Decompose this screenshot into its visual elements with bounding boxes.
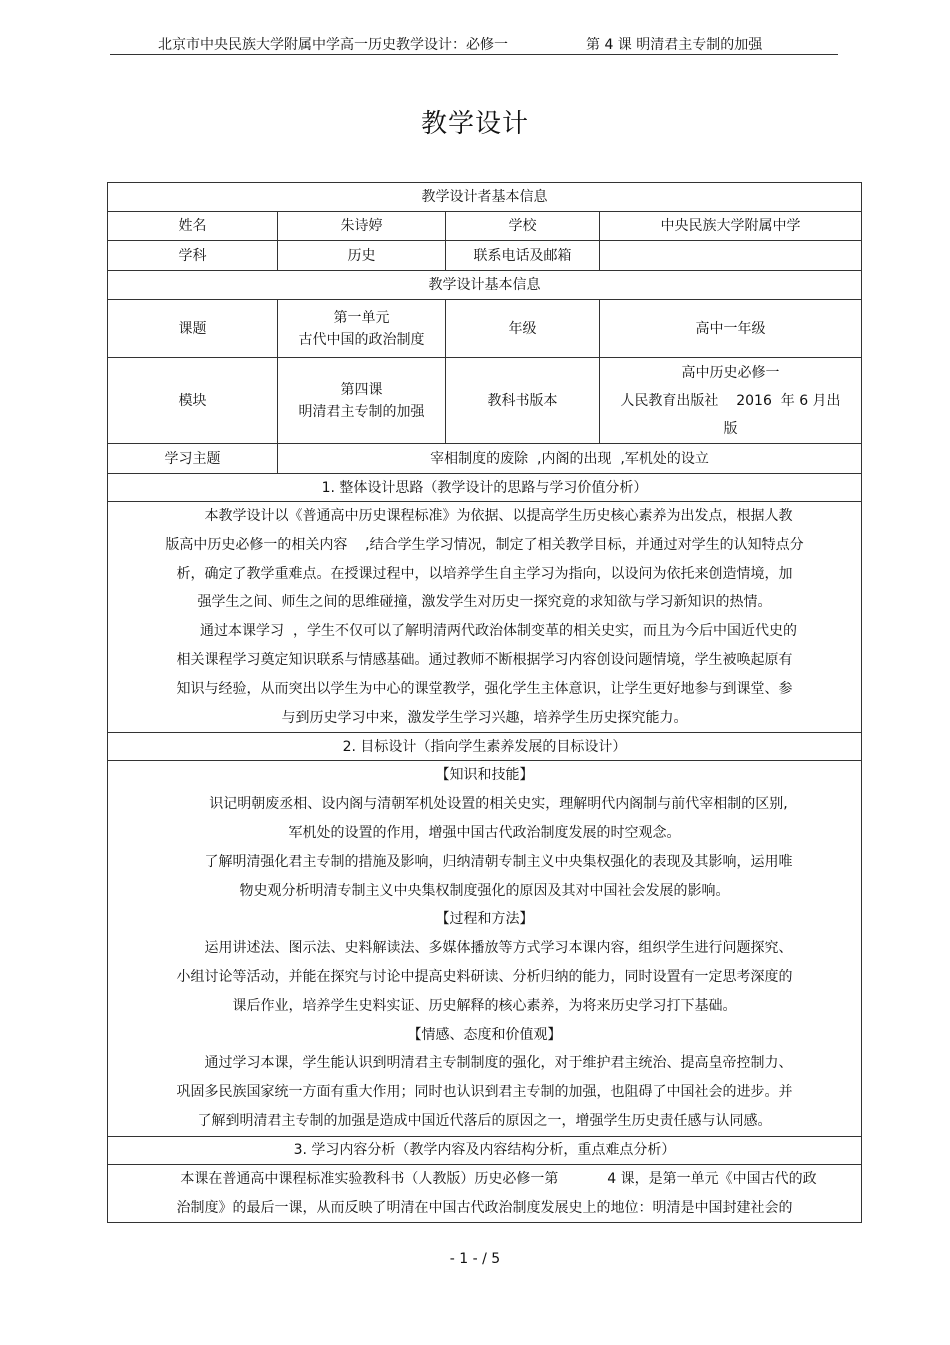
theme-value: 宰相制度的废除 ,内阁的出现 ,军机处的设立 xyxy=(278,444,862,474)
document-title: 教学设计 xyxy=(420,109,529,139)
section-1-body xyxy=(108,502,862,733)
design-table xyxy=(107,182,862,1223)
section-1-p1-line-4: 强学生之间、师生之间的思维碰撞，激发学生对历史一探究竟的求知欲与学习新知识的热情。 xyxy=(197,594,772,611)
subject-label: 学科 xyxy=(108,241,278,271)
theme-label: 学习主题 xyxy=(108,444,278,474)
subject-value: 历史 xyxy=(278,241,446,271)
section-2-c1-line-2: 巩固多民族国家统一方面有重大作用；同时也认识到君主专制的加强，也阻碍了中国社会的进步。并 xyxy=(176,1084,793,1101)
name-value: 朱诗婷 xyxy=(278,212,446,241)
contact-value xyxy=(600,241,862,271)
section-1-p2-line-4: 与到历史学习中来，激发学生学习兴趣，培养学生历史探究能力。 xyxy=(281,709,688,726)
section-2-c1-line-1: 通过学习本课，学生能认识到明清君主专制制度的强化，对于维护君主统治、提高皇帝控制力、 xyxy=(204,1055,793,1072)
section-1-p1-line-2: 版高中历史必修一的相关内容 ,结合学生学习情况，制定了相关教学目标，并通过对学生的认知特点分 xyxy=(165,536,804,553)
section-2-c1-line-3: 了解到明清君主专制的加强是造成中国近代落后的原因之一，增强学生历史责任感与认同感。 xyxy=(197,1112,772,1129)
textbook-value xyxy=(600,358,862,444)
section-3-d1-line-2: 治制度》的最后一课，从而反映了明清在中国古代政治制度发展史上的地位：明清是中国封建社会的 xyxy=(176,1199,793,1216)
module-label: 模块 xyxy=(108,358,278,444)
section-2-a2-line-2: 物史观分析明清专制主义中央集权制度强化的原因及其对中国社会发展的影响。 xyxy=(239,882,730,899)
section-2-b1-line-3: 课后作业，培养学生史料实证、历史解释的核心素养，为将来历史学习打下基础。 xyxy=(232,997,737,1014)
section-1-p1-line-3: 析，确定了教学重难点。在授课过程中，以培养学生自主学习为指向，以设问为依托来创造情境，加 xyxy=(176,565,793,582)
section-1-p2-line-1: 通过本课学习 ，学生不仅可以了解明清两代政治体制变革的相关史实，而且为今后中国近代史的 xyxy=(200,623,797,640)
school-label: 学校 xyxy=(446,212,600,241)
grade-label: 年级 xyxy=(446,300,600,358)
module-value xyxy=(278,358,446,444)
textbook-line-3: 版 xyxy=(723,420,738,437)
header-lesson: 第 4 课 明清君主专制的加强 xyxy=(586,37,763,53)
topic-label: 课题 xyxy=(108,300,278,358)
textbook-label: 教科书版本 xyxy=(446,358,600,444)
name-label: 姓名 xyxy=(108,212,278,241)
section-1-title: 1. 整体设计思路（教学设计的思路与学习价值分析） xyxy=(108,474,862,502)
section-2-b1-line-1: 运用讲述法、图示法、史料解读法、多媒体播放等方式学习本课内容，组织学生进行问题探究、 xyxy=(204,940,793,957)
section-3-d1-line-1: 本课在普通高中课程标准实验教科书（人教版）历史必修一第 4 课，是第一单元《中国古代的政 xyxy=(180,1170,817,1187)
section-3-body xyxy=(108,1164,862,1223)
section-1-p2-line-2: 相关课程学习奠定知识联系与情感基础。通过教师不断根据学习内容创设问题情境，学生被唤起原有 xyxy=(176,651,793,668)
section-2-a2-line-1: 了解明清强化君主专制的措施及影响，归纳清朝专制主义中央集权强化的表现及其影响，运用唯 xyxy=(204,853,793,870)
contact-label: 联系电话及邮箱 xyxy=(446,241,600,271)
page-header xyxy=(110,32,838,55)
textbook-line-1: 高中历史必修一 xyxy=(681,364,780,381)
section-1-p1-line-1: 本教学设计以《普通高中历史课程标准》为依据、以提高学生历史核心素养为出发点，根据人教 xyxy=(204,508,793,524)
section-2-a1-line-1: 识记明朝废丞相、设内阁与清朝军机处设置的相关史实，理解明代内阁制与前代宰相制的区别, xyxy=(209,796,788,813)
knowledge-skills-heading: 【知识和技能】 xyxy=(435,767,534,784)
textbook-line-2: 人民教育出版社 2016 年 6 月出 xyxy=(620,392,841,409)
designer-info-title: 教学设计者基本信息 xyxy=(108,183,862,212)
section-2-b1-line-2: 小组讨论等活动，并能在探究与讨论中提高史料研读、分析归纳的能力，同时设置有一定思考深度的 xyxy=(176,968,793,985)
page-number: - 1 - / 5 xyxy=(449,1251,501,1267)
grade-value: 高中一年级 xyxy=(600,300,862,358)
school-value: 中央民族大学附属中学 xyxy=(600,212,862,241)
topic-line-2: 古代中国的政治制度 xyxy=(298,331,425,348)
topic-line-1: 第一单元 xyxy=(333,309,390,326)
emotion-values-heading: 【情感、态度和价值观】 xyxy=(407,1026,562,1043)
header-school-course: 北京市中央民族大学附属中学高一历史教学设计：必修一 xyxy=(158,37,508,53)
topic-value xyxy=(278,300,446,358)
section-2-body xyxy=(108,761,862,1136)
section-2-a1-line-2: 军机处的设置的作用，增强中国古代政治制度发展的时空观念。 xyxy=(288,824,681,841)
process-methods-heading: 【过程和方法】 xyxy=(435,911,534,928)
design-info-title: 教学设计基本信息 xyxy=(108,271,862,300)
section-2-title: 2. 目标设计（指向学生素养发展的目标设计） xyxy=(108,733,862,761)
section-3-title: 3. 学习内容分析（教学内容及内容结构分析，重点难点分析） xyxy=(108,1136,862,1164)
section-1-p2-line-3: 知识与经验，从而突出以学生为中心的课堂教学，强化学生主体意识，让学生更好地参与到课堂、参 xyxy=(176,680,793,697)
module-line-1: 第四课 xyxy=(340,381,383,398)
module-line-2: 明清君主专制的加强 xyxy=(298,403,425,420)
